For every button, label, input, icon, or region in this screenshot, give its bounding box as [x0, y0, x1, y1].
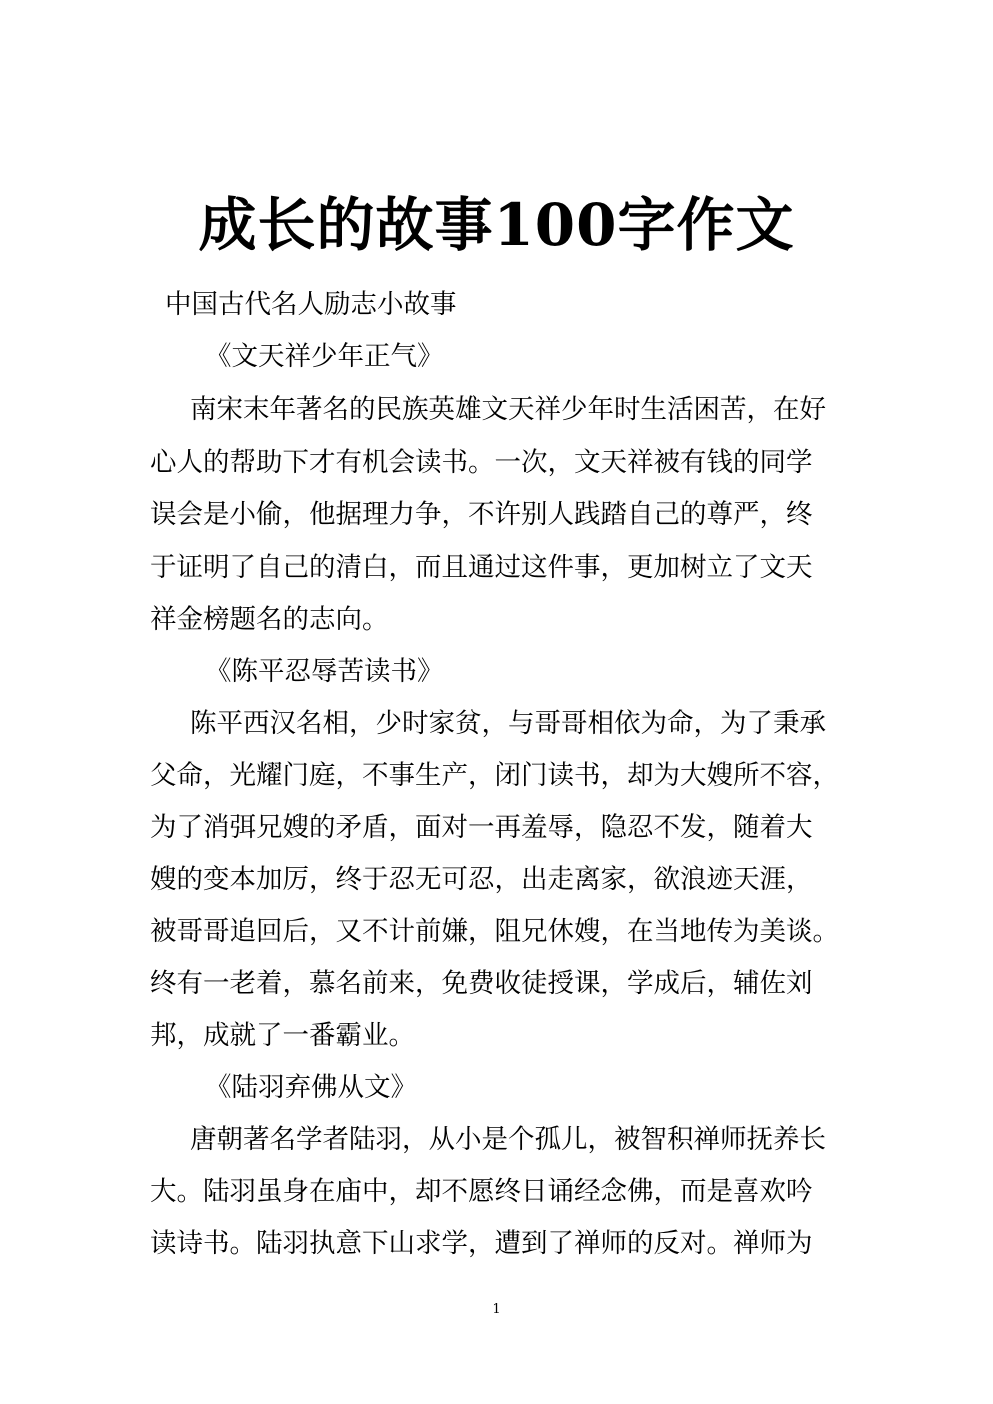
story-title: 《陆羽弃佛从文》 [205, 1072, 417, 1103]
paragraph-line: 父命，光耀门庭，不事生产，闭门读书，却为大嫂所不容， [150, 760, 839, 791]
paragraph-line: 陈平西汉名相，少时家贫，与哥哥相依为命，为了秉承 [190, 708, 826, 739]
document-title: 成长的故事100字作文 [198, 191, 795, 259]
paragraph-line: 南宋末年著名的民族英雄文天祥少年时生活困苦，在好 [190, 394, 826, 425]
page-number: 1 [492, 1302, 501, 1317]
paragraph-line: 误会是小偷，他据理力争，不许别人践踏自己的尊严，终 [150, 499, 813, 530]
paragraph-line: 邦，成就了一番霸业。 [150, 1020, 415, 1051]
paragraph-line: 于证明了自己的清白，而且通过这件事，更加树立了文天 [150, 552, 813, 583]
section-heading: 中国古代名人励志小故事 [165, 289, 457, 320]
story-title: 《文天祥少年正气》 [205, 341, 444, 372]
story-title: 《陈平忍辱苦读书》 [205, 656, 444, 687]
paragraph-line: 被哥哥追回后，又不计前嫌，阻兄休嫂，在当地传为美谈。 [150, 916, 839, 947]
paragraph-line: 唐朝著名学者陆羽，从小是个孤儿，被智积禅师抚养长 [190, 1124, 826, 1155]
paragraph-line: 为了消弭兄嫂的矛盾，面对一再羞辱，隐忍不发，随着大 [150, 812, 813, 843]
paragraph-line: 终有一老着，慕名前来，免费收徒授课，学成后，辅佐刘 [150, 968, 813, 999]
paragraph-line: 读诗书。陆羽执意下山求学，遭到了禅师的反对。禅师为 [150, 1228, 813, 1259]
paragraph-line: 嫂的变本加厉，终于忍无可忍，出走离家，欲浪迹天涯， [150, 864, 813, 895]
paragraph-line: 大。陆羽虽身在庙中，却不愿终日诵经念佛，而是喜欢吟 [150, 1176, 813, 1207]
paragraph-line: 心人的帮助下才有机会读书。一次，文天祥被有钱的同学 [150, 447, 813, 478]
paragraph-line: 祥金榜题名的志向。 [150, 604, 389, 635]
